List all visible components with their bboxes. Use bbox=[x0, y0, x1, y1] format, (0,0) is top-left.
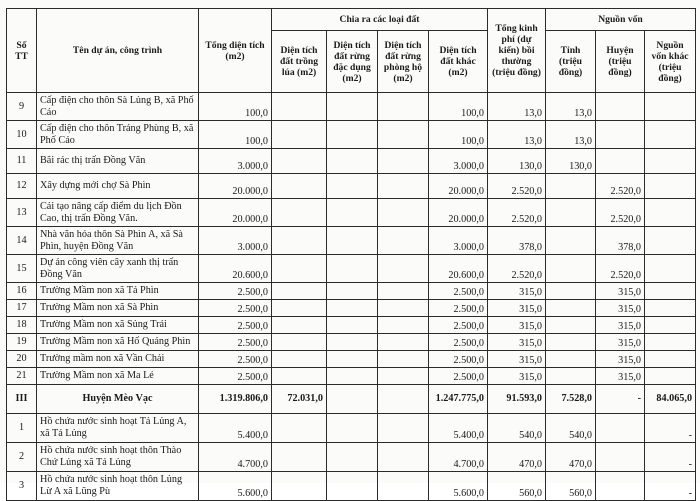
row-compensation-cost: 13,0 bbox=[488, 121, 546, 149]
row-total-area: 1.319.806,0 bbox=[199, 385, 272, 414]
header-project-name: Tên dự án, công trình bbox=[37, 9, 199, 93]
row-district-capital bbox=[596, 93, 645, 121]
row-other-land: 2.500,0 bbox=[429, 351, 488, 368]
row-province-capital: 13,0 bbox=[546, 121, 596, 149]
row-other-land: 3.000,0 bbox=[429, 149, 488, 174]
table-row bbox=[7, 472, 696, 501]
header-other-capital: Nguồn vốn khác (triệu đồng) bbox=[645, 31, 696, 93]
row-rice-land bbox=[272, 300, 327, 317]
row-other-capital bbox=[645, 149, 696, 174]
row-rice-land bbox=[272, 317, 327, 334]
row-other-capital: - bbox=[645, 414, 696, 443]
row-total-area: 2.500,0 bbox=[199, 317, 272, 334]
row-district-capital: 2.520,0 bbox=[596, 199, 645, 227]
row-total-area: 2.500,0 bbox=[199, 300, 272, 317]
row-special-forest bbox=[327, 199, 378, 227]
row-stt: 10 bbox=[7, 121, 37, 149]
row-other-land: 2.500,0 bbox=[429, 334, 488, 351]
row-other-land: 5.400,0 bbox=[429, 414, 488, 443]
row-protective-forest bbox=[378, 414, 429, 443]
row-rice-land bbox=[272, 174, 327, 199]
row-district-capital bbox=[596, 149, 645, 174]
row-compensation-cost: 540,0 bbox=[488, 414, 546, 443]
row-other-land: 2.500,0 bbox=[429, 317, 488, 334]
row-other-capital bbox=[645, 255, 696, 283]
land-compensation-table bbox=[6, 8, 696, 501]
row-other-capital bbox=[645, 300, 696, 317]
row-rice-land bbox=[272, 443, 327, 472]
header-province-capital: Tỉnh (triệu đồng) bbox=[546, 31, 596, 93]
table-row bbox=[7, 368, 696, 385]
row-rice-land bbox=[272, 351, 327, 368]
row-total-area: 3.000,0 bbox=[199, 149, 272, 174]
table-row bbox=[7, 121, 696, 149]
row-compensation-cost: 315,0 bbox=[488, 334, 546, 351]
row-stt: 19 bbox=[7, 334, 37, 351]
row-project-name: Trường mầm non xã Vần Chải bbox=[37, 351, 199, 368]
header-capital-group: Nguồn vốn bbox=[546, 9, 696, 31]
table-row bbox=[7, 149, 696, 174]
row-rice-land bbox=[272, 149, 327, 174]
row-stt: 13 bbox=[7, 199, 37, 227]
table-row bbox=[7, 334, 696, 351]
row-compensation-cost: 315,0 bbox=[488, 300, 546, 317]
row-protective-forest bbox=[378, 199, 429, 227]
row-protective-forest bbox=[378, 174, 429, 199]
row-total-area: 20.600,0 bbox=[199, 255, 272, 283]
row-district-capital bbox=[596, 472, 645, 501]
row-project-name: Hồ chứa nước sinh hoạt thôn Thào Chứ Lủng xã Tả Lủng bbox=[37, 443, 199, 472]
row-total-area: 20.000,0 bbox=[199, 174, 272, 199]
row-rice-land bbox=[272, 334, 327, 351]
row-project-name: Bãi rác thị trấn Đồng Văn bbox=[37, 149, 199, 174]
row-protective-forest bbox=[378, 443, 429, 472]
row-rice-land bbox=[272, 283, 327, 300]
row-protective-forest bbox=[378, 283, 429, 300]
row-stt: III bbox=[7, 385, 37, 414]
row-protective-forest bbox=[378, 385, 429, 414]
row-district-capital: 315,0 bbox=[596, 317, 645, 334]
row-other-capital bbox=[645, 93, 696, 121]
header-rice-land: Diện tích đất trồng lúa (m2) bbox=[272, 31, 327, 93]
row-project-name: Huyện Mèo Vạc bbox=[37, 385, 199, 414]
row-project-name: Hồ chứa nước sinh hoạt thôn Lủng Lừ A xã Lũng Pù bbox=[37, 472, 199, 501]
row-compensation-cost: 470,0 bbox=[488, 443, 546, 472]
row-other-capital bbox=[645, 227, 696, 255]
table-row bbox=[7, 351, 696, 368]
row-district-capital: 315,0 bbox=[596, 368, 645, 385]
row-compensation-cost: 315,0 bbox=[488, 368, 546, 385]
row-protective-forest bbox=[378, 121, 429, 149]
row-compensation-cost: 13,0 bbox=[488, 93, 546, 121]
row-other-capital: - bbox=[645, 443, 696, 472]
row-other-capital bbox=[645, 368, 696, 385]
row-special-forest bbox=[327, 414, 378, 443]
row-other-land: 2.500,0 bbox=[429, 300, 488, 317]
row-district-capital bbox=[596, 414, 645, 443]
row-project-name: Hồ chứa nước sinh hoạt Tả Lủng A, xã Tả Lủng bbox=[37, 414, 199, 443]
row-other-land: 3.000,0 bbox=[429, 227, 488, 255]
row-protective-forest bbox=[378, 334, 429, 351]
header-land-types-group: Chia ra các loại đất bbox=[272, 9, 488, 31]
header-protective-forest: Diện tích đất rừng phòng hộ (m2) bbox=[378, 31, 429, 93]
row-project-name: Cấp điện cho thôn Sà Lủng B, xã Phố Cáo bbox=[37, 93, 199, 121]
row-special-forest bbox=[327, 149, 378, 174]
header-district-capital: Huyện (triệu đồng) bbox=[596, 31, 645, 93]
row-district-capital: 2.520,0 bbox=[596, 174, 645, 199]
table-body bbox=[7, 93, 696, 501]
row-stt: 9 bbox=[7, 93, 37, 121]
row-rice-land bbox=[272, 227, 327, 255]
row-other-land: 20.000,0 bbox=[429, 199, 488, 227]
row-stt: 15 bbox=[7, 255, 37, 283]
row-special-forest bbox=[327, 283, 378, 300]
table-row bbox=[7, 317, 696, 334]
row-other-land: 20.000,0 bbox=[429, 174, 488, 199]
row-province-capital bbox=[546, 334, 596, 351]
row-district-capital: 315,0 bbox=[596, 300, 645, 317]
row-province-capital: 7.528,0 bbox=[546, 385, 596, 414]
row-protective-forest bbox=[378, 93, 429, 121]
row-compensation-cost: 130,0 bbox=[488, 149, 546, 174]
row-protective-forest bbox=[378, 368, 429, 385]
row-protective-forest bbox=[378, 317, 429, 334]
row-province-capital bbox=[546, 317, 596, 334]
row-stt: 1 bbox=[7, 414, 37, 443]
row-other-land: 2.500,0 bbox=[429, 368, 488, 385]
row-rice-land bbox=[272, 472, 327, 501]
header-total-area: Tổng diện tích (m2) bbox=[199, 9, 272, 93]
row-special-forest bbox=[327, 174, 378, 199]
row-total-area: 2.500,0 bbox=[199, 351, 272, 368]
row-district-capital bbox=[596, 443, 645, 472]
row-stt: 16 bbox=[7, 283, 37, 300]
table-row bbox=[7, 414, 696, 443]
row-province-capital bbox=[546, 351, 596, 368]
row-total-area: 5.600,0 bbox=[199, 472, 272, 501]
row-other-capital bbox=[645, 334, 696, 351]
header-compensation-cost: Tổng kinh phí (dự kiến) bồi thường (triệu đồng) bbox=[488, 9, 546, 93]
row-protective-forest bbox=[378, 300, 429, 317]
row-district-capital: 315,0 bbox=[596, 351, 645, 368]
row-special-forest bbox=[327, 385, 378, 414]
row-stt: 18 bbox=[7, 317, 37, 334]
row-project-name: Trường Mầm non xã Sủng Trái bbox=[37, 317, 199, 334]
table-group-row bbox=[7, 385, 696, 414]
row-other-land: 2.500,0 bbox=[429, 283, 488, 300]
row-special-forest bbox=[327, 300, 378, 317]
table-row bbox=[7, 283, 696, 300]
row-province-capital bbox=[546, 283, 596, 300]
row-district-capital: 378,0 bbox=[596, 227, 645, 255]
row-compensation-cost: 378,0 bbox=[488, 227, 546, 255]
row-total-area: 2.500,0 bbox=[199, 334, 272, 351]
row-total-area: 2.500,0 bbox=[199, 368, 272, 385]
row-other-capital bbox=[645, 351, 696, 368]
row-stt: 12 bbox=[7, 174, 37, 199]
row-province-capital bbox=[546, 199, 596, 227]
row-province-capital bbox=[546, 227, 596, 255]
row-special-forest bbox=[327, 443, 378, 472]
row-total-area: 100,0 bbox=[199, 121, 272, 149]
row-project-name: Trường Mầm non xã Sà Phìn bbox=[37, 300, 199, 317]
row-special-forest bbox=[327, 227, 378, 255]
row-stt: 21 bbox=[7, 368, 37, 385]
table-row bbox=[7, 300, 696, 317]
row-compensation-cost: 315,0 bbox=[488, 317, 546, 334]
row-rice-land: 72.031,0 bbox=[272, 385, 327, 414]
row-stt: 20 bbox=[7, 351, 37, 368]
row-stt: 14 bbox=[7, 227, 37, 255]
row-total-area: 3.000,0 bbox=[199, 227, 272, 255]
row-province-capital: 470,0 bbox=[546, 443, 596, 472]
table-row bbox=[7, 93, 696, 121]
row-protective-forest bbox=[378, 351, 429, 368]
row-project-name: Xây dựng mới chợ Sà Phìn bbox=[37, 174, 199, 199]
table-row bbox=[7, 443, 696, 472]
row-total-area: 100,0 bbox=[199, 93, 272, 121]
row-rice-land bbox=[272, 368, 327, 385]
table-row bbox=[7, 174, 696, 199]
row-project-name: Trường Mầm non xã Hố Quáng Phìn bbox=[37, 334, 199, 351]
table-row bbox=[7, 227, 696, 255]
row-district-capital: 2.520,0 bbox=[596, 255, 645, 283]
row-compensation-cost: 91.593,0 bbox=[488, 385, 546, 414]
row-total-area: 2.500,0 bbox=[199, 283, 272, 300]
row-compensation-cost: 2.520,0 bbox=[488, 174, 546, 199]
row-project-name: Dự án công viên cây xanh thị trấn Đồng Văn bbox=[37, 255, 199, 283]
row-other-capital bbox=[645, 283, 696, 300]
row-total-area: 20.000,0 bbox=[199, 199, 272, 227]
row-other-land: 4.700,0 bbox=[429, 443, 488, 472]
row-other-capital: 84.065,0 bbox=[645, 385, 696, 414]
row-rice-land bbox=[272, 414, 327, 443]
row-district-capital: 315,0 bbox=[596, 283, 645, 300]
row-other-land: 1.247.775,0 bbox=[429, 385, 488, 414]
row-compensation-cost: 2.520,0 bbox=[488, 199, 546, 227]
row-special-forest bbox=[327, 351, 378, 368]
row-province-capital: 540,0 bbox=[546, 414, 596, 443]
row-province-capital: 13,0 bbox=[546, 93, 596, 121]
row-other-land: 5.600,0 bbox=[429, 472, 488, 501]
row-province-capital: 130,0 bbox=[546, 149, 596, 174]
row-other-capital: - bbox=[645, 472, 696, 501]
row-province-capital bbox=[546, 174, 596, 199]
header-special-forest: Diện tích đất rừng đặc dụng (m2) bbox=[327, 31, 378, 93]
row-compensation-cost: 315,0 bbox=[488, 283, 546, 300]
row-protective-forest bbox=[378, 149, 429, 174]
row-compensation-cost: 2.520,0 bbox=[488, 255, 546, 283]
row-project-name: Nhà văn hóa thôn Sà Phìn A, xã Sà Phìn, huyện Đồng Văn bbox=[37, 227, 199, 255]
row-district-capital: 315,0 bbox=[596, 334, 645, 351]
row-province-capital bbox=[546, 255, 596, 283]
row-special-forest bbox=[327, 317, 378, 334]
row-protective-forest bbox=[378, 255, 429, 283]
row-special-forest bbox=[327, 472, 378, 501]
row-compensation-cost: 315,0 bbox=[488, 351, 546, 368]
row-other-land: 20.600,0 bbox=[429, 255, 488, 283]
table-row bbox=[7, 199, 696, 227]
row-protective-forest bbox=[378, 227, 429, 255]
row-special-forest bbox=[327, 255, 378, 283]
row-compensation-cost: 560,0 bbox=[488, 472, 546, 501]
row-province-capital: 560,0 bbox=[546, 472, 596, 501]
row-other-land: 100,0 bbox=[429, 121, 488, 149]
row-rice-land bbox=[272, 121, 327, 149]
row-stt: 11 bbox=[7, 149, 37, 174]
row-stt: 17 bbox=[7, 300, 37, 317]
row-special-forest bbox=[327, 368, 378, 385]
row-stt: 2 bbox=[7, 443, 37, 472]
row-rice-land bbox=[272, 255, 327, 283]
row-total-area: 5.400,0 bbox=[199, 414, 272, 443]
row-district-capital bbox=[596, 121, 645, 149]
row-project-name: Cải tạo nâng cấp điểm du lịch Đồn Cao, thị trấn Đồng Văn. bbox=[37, 199, 199, 227]
header-stt: Số TT bbox=[7, 9, 37, 93]
row-rice-land bbox=[272, 93, 327, 121]
row-province-capital bbox=[546, 368, 596, 385]
row-project-name: Trường Mầm non xã Ma Lé bbox=[37, 368, 199, 385]
row-protective-forest bbox=[378, 472, 429, 501]
table-header bbox=[7, 9, 696, 93]
row-other-capital bbox=[645, 199, 696, 227]
row-special-forest bbox=[327, 93, 378, 121]
row-other-land: 100,0 bbox=[429, 93, 488, 121]
table-row bbox=[7, 255, 696, 283]
row-special-forest bbox=[327, 334, 378, 351]
row-project-name: Trường Mầm non xã Tả Phìn bbox=[37, 283, 199, 300]
row-stt: 3 bbox=[7, 472, 37, 501]
row-other-capital bbox=[645, 317, 696, 334]
row-rice-land bbox=[272, 199, 327, 227]
row-special-forest bbox=[327, 121, 378, 149]
row-project-name: Cấp điện cho thôn Tráng Phùng B, xã Phố Cáo bbox=[37, 121, 199, 149]
row-district-capital: - bbox=[596, 385, 645, 414]
header-other-land: Diện tích đất khác (m2) bbox=[429, 31, 488, 93]
row-other-capital bbox=[645, 174, 696, 199]
row-total-area: 4.700,0 bbox=[199, 443, 272, 472]
row-other-capital bbox=[645, 121, 696, 149]
row-province-capital bbox=[546, 300, 596, 317]
